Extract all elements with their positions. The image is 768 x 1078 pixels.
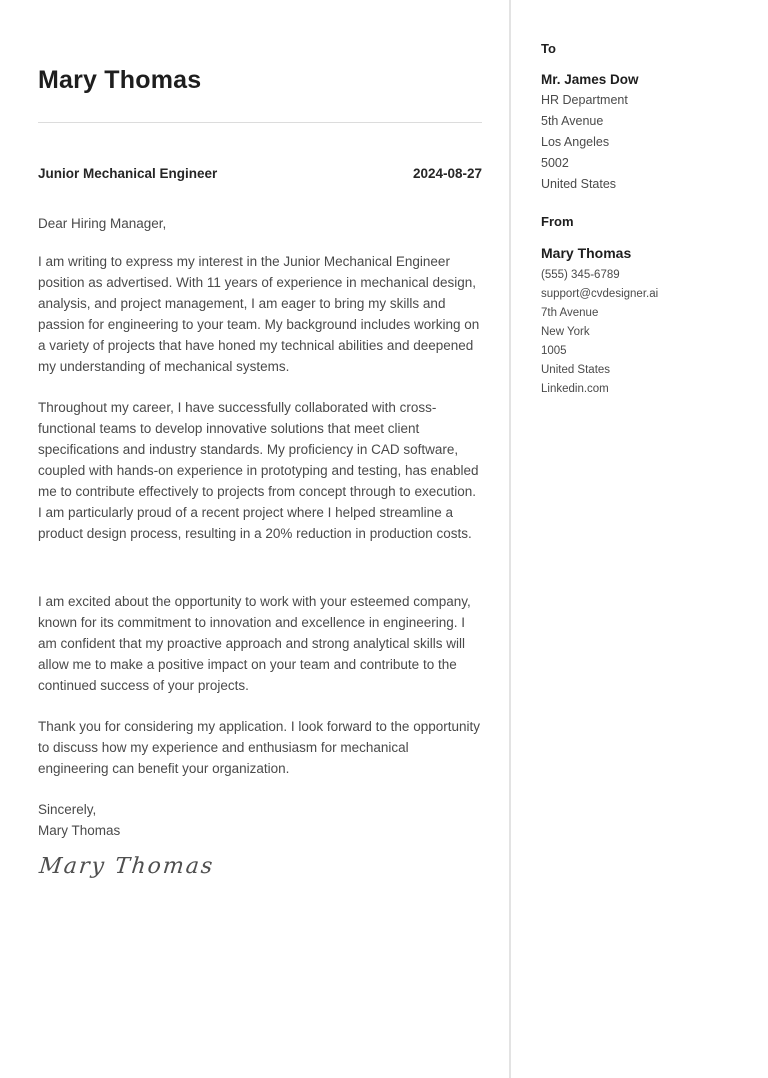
paragraph-4: Thank you for considering my application. I look forward to the opportunity to discuss how my experience and enthusiasm for mechanical engineering can benefit your organization. (38, 719, 480, 776)
from-address-block (541, 266, 741, 399)
from-email: support@cvdesigner.ai (541, 288, 659, 300)
handwritten-signature: Mary Thomas (38, 854, 216, 879)
sidebar-divider-line (509, 0, 511, 1078)
to-address-line: United States (541, 177, 617, 191)
paragraph-2: Throughout my career, I have successfully collaborated with cross-functional teams to develop innovative solutions that meet client specifications and industry standards. My proficiency in CAD software, coupled with hands-on experience in prototyping and testing, has enabled me to contribute effectively to projects from concept through to execution. I am particularly proud of a recent project where I helped streamline a product design process, resulting in a 20% reduction in production costs. (38, 400, 479, 541)
paragraph-3: I am excited about the opportunity to work with your esteemed company, known for its commitment to innovation and excellence in engineering. I am confident that my proactive approach and strong analytical skills will allow me to make a positive impact on your team and contribute to the continued success of your projects. (38, 594, 471, 693)
page-title: Mary Thomas (38, 66, 202, 94)
to-address-line: 5002 (541, 156, 569, 170)
to-address-line: Los Angeles (541, 135, 610, 149)
paragraph-1: I am writing to express my interest in the Junior Mechanical Engineer position as advertised. With 11 years of experience in mechanical design, analysis, and project management, I am eager to bring my skills and passion for engineering to your team. My background includes working on a variety of projects that have honed my technical abilities and deepened my understanding of mechanical systems. (38, 254, 480, 374)
from-address-line: 7th Avenue (541, 307, 599, 319)
salutation: Dear Hiring Manager, (38, 216, 167, 231)
closing-name: Mary Thomas (38, 823, 121, 838)
from-address-line: New York (541, 326, 590, 338)
letter-body (38, 0, 482, 879)
closing-block (38, 799, 482, 841)
from-label: From (541, 214, 574, 229)
contact-sidebar (541, 41, 741, 399)
to-address-block (541, 90, 741, 195)
to-name: Mr. James Dow (541, 72, 639, 87)
to-label: To (541, 41, 556, 56)
closing: Sincerely, (38, 802, 97, 817)
from-phone: (555) 345-6789 (541, 269, 620, 281)
to-address-line: HR Department (541, 93, 628, 107)
title-divider (38, 122, 482, 123)
to-address-line: 5th Avenue (541, 114, 604, 128)
from-address-line: United States (541, 364, 611, 376)
job-title: Junior Mechanical Engineer (38, 166, 218, 181)
from-address-line: 1005 (541, 345, 567, 357)
letter-date: 2024-08-27 (412, 166, 482, 181)
from-name: Mary Thomas (541, 245, 632, 261)
job-title-row (38, 166, 482, 181)
from-linkedin: Linkedin.com (541, 383, 609, 395)
